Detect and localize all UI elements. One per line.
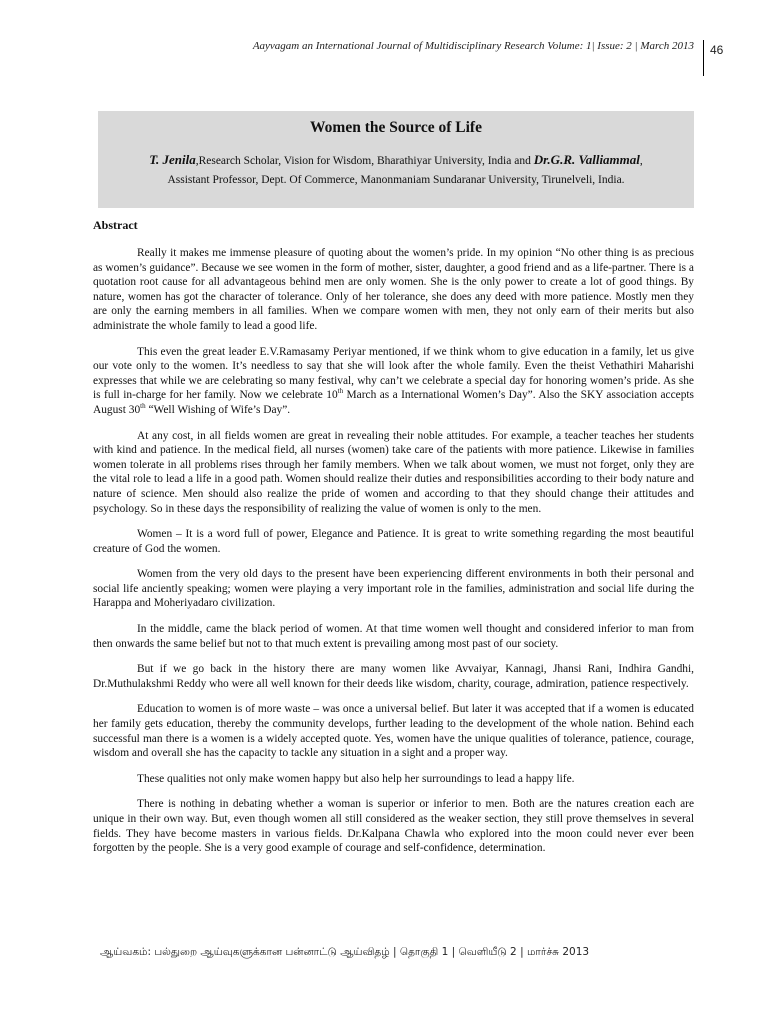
- superscript-th: th: [140, 402, 146, 411]
- title-block: [98, 111, 694, 208]
- paragraph-2-part-c: “Well Wishing of Wife’s Day”.: [145, 403, 291, 416]
- paragraph-2: [93, 345, 694, 418]
- paragraph-1: Really it makes me immense pleasure of quoting about the women’s pride. In my opinion “No other thing is as precious as women’s guidance”. Because we see women in the form of mother, sister, daughter, a good friend and as a life-partner. There is a quotation root cause for all advantageous behind men are only women. She is the only power to create a lot of good things. By nature, women has got the character of tolerance. Only of her tolerance, she does any deed with more patience. Mostly men they are only the earning members in all families. When we compare women with men, they not only earn of their merits but also administrate the whole family to lead a good life.: [93, 247, 694, 332]
- paragraph-2-part-b: March as a International Women’s Day”. Also the SKY association accepts August 30: [93, 389, 694, 416]
- author-1-name: T. Jenila: [149, 152, 196, 167]
- author-line: [98, 150, 694, 190]
- abstract-heading: Abstract: [93, 218, 138, 232]
- superscript-th: th: [337, 387, 344, 396]
- paragraph-9: These qualities not only make women happy but also help her surroundings to lead a happy life.: [137, 772, 575, 785]
- paragraph-2-part-a: This even the great leader E.V.Ramasamy Periyar mentioned, if we think whom to give education in a family, let us give our vote only to the women. It’s needless to say that she will look after the whole family. Even the theist Vethathiri Maharishi expresses that while we are celebrating so many festival, why can’t we celebrate a special day for honoring women’s pride. As she is full in-charge for her family. Now we celebrate 10: [93, 345, 694, 402]
- author-2-name: Dr.G.R. Valliammal: [533, 152, 640, 167]
- paper-title: Women the Source of Life: [310, 119, 482, 136]
- paragraph-6: In the middle, came the black period of women. At that time women well thought and considered inferior to man from then onwards the same belief but not to that much extent is prevailing among most past of our society.: [93, 623, 694, 650]
- tamil-footer: ஆய்வகம்: பல்துறை ஆய்வுகளுக்கான பன்னாட்டு ஆய்விதழ் | தொகுதி 1 | வெளியீடு 2 | மார்ச்சு 2013: [100, 946, 590, 958]
- paragraph-8: Education to women is of more waste – was once a universal belief. But later it was accepted that if a women is educated her family gets education, thereby the community develops, further leading to the development of the whole nation. Behind each successful man there is a women is a widely accepted quote. Yes, women have the unique qualities of tolerance, patience, courage, wisdom and overall she has the capacity to tackle any situation in a sight and a proper way.: [93, 703, 694, 760]
- abstract-body: [93, 246, 694, 867]
- paragraph-7: But if we go back in the history there are many women like Avvaiyar, Kannagi, Jhansi Rani, Indhira Gandhi, Dr.Muthulakshmi Reddy who were all well known for their deeds like wisdom, charity, courage, admiration, patience respectively.: [93, 663, 694, 690]
- author-2-separator: ,: [639, 155, 643, 167]
- header-divider: [703, 40, 704, 76]
- page-number: 46: [710, 43, 724, 57]
- paragraph-3: At any cost, in all fields women are great in revealing their noble attitudes. For example, a teacher teaches her students with kind and patience. In the medical field, all nurses (women) take care of the patients with more patience. Likewise in families women tolerate in all problems rises through her family members. When we talk about women, we must not forget, only they are the vital role to lead a life in a good path. Women should realize their duties and responsibilities according to their body nature and nature of science. Men should also realize the pride of women and according to that they should change their attitudes and psychology. So in these days the responsibility of realizing the value of women is only to the men.: [93, 429, 694, 515]
- paragraph-10: There is nothing in debating whether a woman is superior or inferior to men. Both are the natures creation each are unique in their own way. But, even though women all still considered as the weaker section, they still prove themselves in several fields. They have become masters in various fields. Dr.Kalpana Chawla who explored into the moon could never ever been forgotten by the people. She is a very good example of courage and self-confidence, determination.: [93, 798, 694, 855]
- author-1-affiliation: ,Research Scholar, Vision for Wisdom, Bharathiyar University, India and: [195, 155, 534, 167]
- author-2-affiliation: Assistant Professor, Dept. Of Commerce, Manonmaniam Sundaranar University, Tirunelveli, India.: [167, 174, 625, 186]
- paragraph-5: Women from the very old days to the present have been experiencing different environments in both their personal and social life anciently speaking; women were playing a very important role in the families, administration and social life during the Harappa and Moheriyadaro civilization.: [93, 568, 694, 610]
- journal-header: Aayvagam an International Journal of Multidisciplinary Research Volume: 1| Issue: 2 | March 2013: [252, 40, 694, 52]
- paragraph-4: Women – It is a word full of power, Elegance and Patience. It is great to write something regarding the most beautiful creature of God the women.: [93, 528, 694, 555]
